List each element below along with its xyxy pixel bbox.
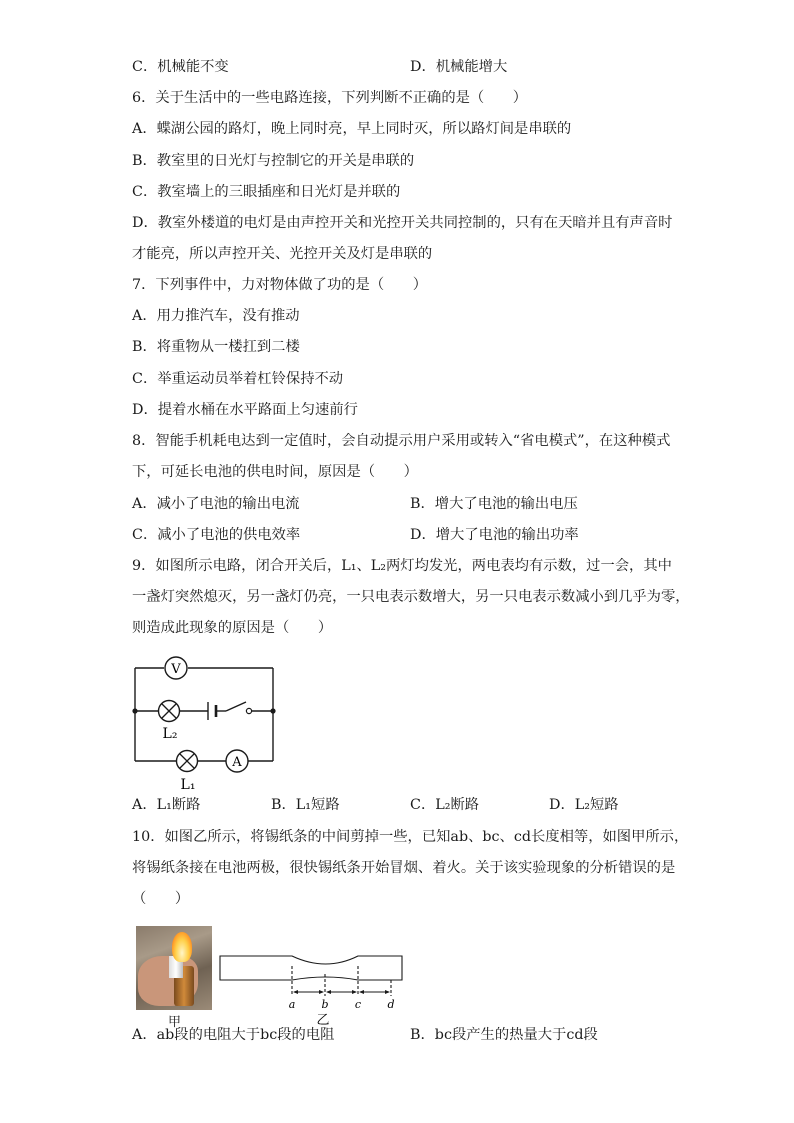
text-line-q6d1: D．教室外楼道的电灯是由声控开关和光控开关共同控制的，只有在天暗并且有声音时 [132, 215, 673, 231]
text-line-q7c: C．举重运动员举着杠铃保持不动 [132, 371, 344, 387]
voltmeter-label: V [171, 662, 181, 677]
text-line-q5d: D．机械能增大 [410, 59, 508, 75]
ammeter-icon [226, 750, 248, 772]
junction-right [270, 708, 275, 713]
lamp-l2-label: L₂ [162, 726, 178, 742]
text-line-q9d: D．L₂短路 [549, 797, 619, 813]
flame-icon [172, 932, 192, 962]
text-line-q7d: D．提着水桶在水平路面上匀速前行 [132, 402, 358, 418]
text-line-q10a: A．ab段的电阻大于bc段的电阻 [132, 1027, 335, 1043]
text-line-q5c: C．机械能不变 [132, 59, 229, 75]
junction-left [132, 708, 137, 713]
text-line-q91: 9．如图所示电路，闭合开关后，L₁、L₂两灯均发光，两电表均有示数，过一会，其中 [132, 558, 672, 574]
text-line-q7: 7．下列事件中，力对物体做了功的是（ ） [132, 277, 428, 293]
lamp-l1-icon [177, 751, 198, 772]
text-line-q6d2: 才能亮，所以声控开关、光控开关及灯是串联的 [132, 246, 433, 262]
text-line-q8b: B．增大了电池的输出电压 [410, 496, 578, 512]
text-line-q82: 下，可延长电池的供电时间，原因是（ ） [132, 464, 418, 480]
text-line-q10b: B．bc段产生的热量大于cd段 [410, 1027, 598, 1043]
text-line-q102: 将锡纸条接在电池两极，很快锡纸条开始冒烟、着火。关于该实验现象的分析错误的是 [132, 860, 676, 876]
text-line-q7a: A．用力推汽车，没有推动 [132, 308, 300, 324]
switch-contact [246, 708, 251, 713]
text-line-q9b: B．L₁短路 [271, 797, 340, 813]
text-line-q81: 8．智能手机耗电达到一定值时，会自动提示用户采用或转入“省电模式”，在这种模式 [132, 433, 671, 449]
point-b-label: b [321, 998, 329, 1011]
tinfoil-strip-diagram [216, 952, 406, 1028]
text-line-q8d: D．增大了电池的输出功率 [410, 527, 579, 543]
text-line-q6c: C．教室墙上的三眼插座和日光灯是并联的 [132, 184, 401, 200]
text-line-q103: （ ） [132, 891, 190, 907]
text-line-q9a: A．L₁断路 [132, 797, 201, 813]
point-a-label: a [288, 998, 296, 1011]
text-line-q93: 则造成此现象的原因是（ ） [132, 620, 333, 636]
battery-flame-photo [136, 926, 212, 1010]
text-line-q92: 一盏灯突然熄灭，另一盏灯仍亮，一只电表示数增大，另一只电表示数减小到几乎为零， [132, 589, 690, 605]
point-d-label: d [387, 998, 395, 1011]
lamp-l2-icon [159, 701, 180, 722]
caption-jia: 甲 [168, 1015, 182, 1030]
text-line-q6: 6．关于生活中的一些电路连接，下列判断不正确的是（ ） [132, 90, 528, 106]
text-line-q101: 10．如图乙所示，将锡纸条的中间剪掉一些，已知ab、bc、cd长度相等，如图甲所示， [132, 829, 689, 845]
text-line-q8a: A．减小了电池的输出电流 [132, 496, 300, 512]
point-c-label: c [354, 998, 362, 1011]
text-line-q7b: B．将重物从一楼扛到二楼 [132, 339, 300, 355]
text-line-q8c: C．减小了电池的供电效率 [132, 527, 301, 543]
voltmeter-icon [165, 657, 187, 679]
text-line-q9c: C．L₂断路 [410, 797, 480, 813]
ammeter-label: A [232, 755, 242, 770]
circuit-diagram [128, 652, 284, 794]
caption-yi: 乙 [316, 1013, 330, 1028]
lamp-l1-label: L₁ [180, 777, 196, 793]
text-line-q6b: B．教室里的日光灯与控制它的开关是串联的 [132, 153, 415, 169]
text-line-q6a: A．蝶湖公园的路灯，晚上同时亮，早上同时灭，所以路灯间是串联的 [132, 121, 572, 137]
